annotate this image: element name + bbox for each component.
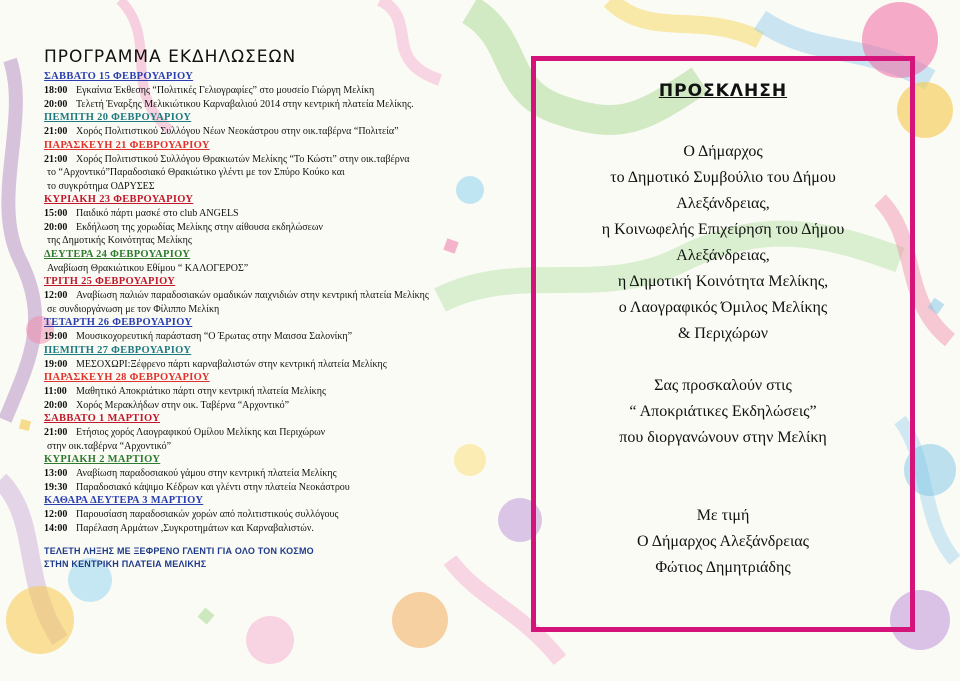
signature-line: Ο Δήμαρχος Αλεξάνδρειας — [637, 533, 809, 550]
day-heading: ΚΑΘΑΡΑ ΔΕΥΤΕΡΑ 3 ΜΑΡΤΙΟΥ — [44, 495, 204, 506]
event-text: Χορός Πολιτιστικού Συλλόγου Θρακιωτών Μελίκης “Το Κώστι” στην οικ.ταβέρνα — [76, 153, 410, 165]
day-heading: ΚΥΡΙΑΚΗ 23 ΦΕΒΡΟΥΑΡΙΟΥ — [44, 194, 194, 205]
event-time: 21:00 — [44, 427, 68, 438]
event-time: 21:00 — [44, 153, 68, 165]
event-row — [44, 522, 484, 536]
host-line: Αλεξάνδρειας, — [676, 195, 770, 212]
invitation-frame — [531, 56, 915, 632]
host-line: η Κοινωφελής Επιχείρηση του Δήμου — [601, 221, 845, 238]
event-text: το συγκρότημα ΟΔΡΥΣΕΣ — [47, 180, 155, 192]
message-line: “ Αποκριάτικες Εκδηλώσεις” — [629, 403, 817, 420]
event-time: 12:00 — [44, 290, 68, 301]
day-heading: ΤΕΤΑΡΤΗ 26 ΦΕΒΡΟΥΑΡΙΟΥ — [44, 317, 193, 328]
event-text: ΜΕΣΟΧΩΡΙ:Ξέφρενο πάρτι καρναβαλιστών στην κεντρική πλατεία Μελίκης — [76, 358, 387, 370]
program-panel — [44, 46, 484, 571]
event-time: 14:00 — [44, 522, 68, 534]
event-text: της Δημοτικής Κοινότητας Μελίκης — [47, 235, 192, 246]
event-text: το “Αρχοντικό”Παραδοσιακό Θρακιώτικο γλέντι με τον Σπύρο Κούκο και — [47, 167, 345, 178]
host-line: η Δημοτική Κοινότητα Μελίκης, — [617, 273, 829, 290]
event-row — [44, 289, 484, 303]
event-row — [44, 508, 484, 522]
event-time: 11:00 — [44, 386, 67, 397]
event-time: 19:00 — [44, 358, 68, 370]
event-row — [44, 207, 484, 221]
event-time: 19:30 — [44, 481, 68, 493]
signature-line: Φώτιος Δημητριάδης — [655, 559, 791, 576]
event-time: 20:00 — [44, 399, 68, 411]
event-row — [44, 84, 484, 98]
host-line: Ο Δήμαρχος — [683, 143, 763, 160]
event-row — [44, 481, 484, 495]
event-row — [44, 385, 484, 399]
event-text: Εγκαίνια Έκθεσης “Πολιτικές Γελιογραφίες” στο μουσείο Γιώργη Μελίκη — [76, 85, 375, 96]
event-row — [44, 166, 484, 180]
event-text: Μαθητικό Αποκριάτικο πάρτι στην κεντρική πλατεία Μελίκης — [76, 386, 326, 397]
event-time: 13:00 — [44, 468, 68, 479]
invitation-signature — [536, 503, 910, 581]
event-row — [44, 440, 484, 454]
event-time: 18:00 — [44, 85, 68, 96]
day-heading: ΤΡΙΤΗ 25 ΦΕΒΡΟΥΑΡΙΟΥ — [44, 276, 176, 287]
event-text: Εκδήλωση της χορωδίας Μελίκης στην αίθουσα εκδηλώσεων — [76, 221, 323, 233]
day-heading: ΠΕΜΠΤΗ 27 ΦΕΒΡΟΥΑΡΙΟΥ — [44, 344, 192, 356]
event-row — [44, 426, 484, 440]
invitation-message — [536, 373, 910, 451]
message-line: που διοργανώνουν στην Μελίκη — [619, 429, 827, 446]
host-line: το Δημοτικό Συμβούλιο του Δήμου — [610, 169, 836, 186]
event-row — [44, 358, 484, 372]
event-text: σε συνδιοργάνωση με τον Φίλιππο Μελίκη — [47, 303, 220, 315]
program-title: ΠΡΟΓΡΑΜΜΑ ΕΚΔΗΛΩΣΕΩΝ — [44, 47, 297, 67]
host-line: & Περιχώρων — [677, 325, 769, 342]
day-heading: ΔΕΥΤΕΡΑ 24 ΦΕΒΡΟΥΑΡΙΟΥ — [44, 248, 191, 260]
event-time: 19:00 — [44, 331, 68, 342]
closing-ceremony — [44, 545, 484, 571]
event-time: 12:00 — [44, 509, 68, 520]
event-text: Χορός Μερακλήδων στην οικ. Ταβέρνα “Αρχοντικό” — [76, 399, 290, 411]
event-text: Αναβίωση παλιών παραδοσιακών ομαδικών παιχνιδιών στην κεντρική πλατεία Μελίκης — [76, 290, 429, 301]
event-row — [44, 399, 484, 413]
event-text: Τελετή Έναρξης Μελικιώτικου Καρναβαλιού 2014 στην κεντρική πλατεία Μελίκης. — [76, 98, 414, 110]
event-text: Παιδικό πάρτι μασκέ στο club ANGELS — [76, 208, 239, 219]
event-row — [44, 180, 484, 194]
message-line: Σας προσκαλούν στις — [654, 377, 792, 394]
event-time: 21:00 — [44, 126, 68, 137]
event-row — [44, 125, 484, 139]
event-text: Μουσικοχορευτική παράσταση “Ο Έρωτας στην Μαισσα Σαλονίκη” — [76, 331, 353, 342]
event-text: Παρουσίαση παραδοσιακών χορών από πολιτιστικούς συλλόγους — [76, 509, 339, 520]
invitation-hosts — [536, 139, 910, 347]
event-row — [44, 303, 484, 317]
event-row — [44, 262, 484, 276]
day-heading: ΣΑΒΒΑΤΟ 15 ΦΕΒΡΟΥΑΡΙΟΥ — [44, 71, 194, 82]
closing-line: ΣΤΗΝ ΚΕΝΤΡΙΚΗ ΠΛΑΤΕΙΑ ΜΕΛΙΚΗΣ — [44, 559, 207, 569]
closing-line: ΤΕΛΕΤΗ ΛΗΞΗΣ ΜΕ ΞΕΦΡΕΝΟ ΓΛΕΝΤΙ ΓΙΑ ΟΛΟ ΤΟΝ ΚΟΣΜΟ — [44, 546, 314, 556]
event-time: 20:00 — [44, 221, 68, 233]
event-text: Ετήσιος χορός Λαογραφικού Ομίλου Μελίκης και Περιχώρων — [76, 427, 326, 438]
event-text: Αναβίωση Θρακιώτικου Εθίμου “ ΚΑΛΟΓΕΡΟΣ” — [47, 262, 249, 274]
event-row — [44, 234, 484, 248]
event-time: 15:00 — [44, 208, 68, 219]
host-line: Αλεξάνδρειας, — [676, 247, 770, 264]
invitation-title: ΠΡΟΣΚΛΗΣΗ — [658, 81, 788, 101]
signature-line: Με τιμή — [696, 507, 750, 524]
day-heading: ΣΑΒΒΑΤΟ 1 ΜΑΡΤΙΟΥ — [44, 413, 161, 424]
event-row — [44, 330, 484, 344]
event-text: Παρέλαση Αρμάτων ,Συγκροτημάτων και Καρναβαλιστών. — [76, 522, 314, 534]
day-heading: ΠΕΜΠΤΗ 20 ΦΕΒΡΟΥΑΡΙΟΥ — [44, 112, 192, 123]
event-text: Χορός Πολιτιστικού Συλλόγου Νέων Νεοκάστρου στην οικ.ταβέρνα “Πολιτεία” — [76, 126, 399, 137]
event-text: Παραδοσιακό κάψιμο Κέδρων και γλέντι στην πλατεία Νεοκάστρου — [76, 481, 350, 493]
event-row — [44, 153, 484, 167]
event-row — [44, 467, 484, 481]
day-heading: ΠΑΡΑΣΚΕΥΗ 28 ΦΕΒΡΟΥΑΡΙΟΥ — [44, 372, 210, 383]
event-row — [44, 98, 484, 112]
event-time: 20:00 — [44, 98, 68, 110]
program-list — [44, 70, 484, 535]
day-heading: ΚΥΡΙΑΚΗ 2 ΜΑΡΤΙΟΥ — [44, 454, 161, 465]
day-heading: ΠΑΡΑΣΚΕΥΗ 21 ΦΕΒΡΟΥΑΡΙΟΥ — [44, 139, 210, 151]
host-line: ο Λαογραφικός Όμιλος Μελίκης — [618, 299, 828, 316]
event-text: στην οικ.ταβέρνα “Αρχοντικό” — [47, 440, 172, 452]
event-text: Αναβίωση παραδοσιακού γάμου στην κεντρική πλατεία Μελίκης — [76, 468, 337, 479]
event-row — [44, 221, 484, 235]
